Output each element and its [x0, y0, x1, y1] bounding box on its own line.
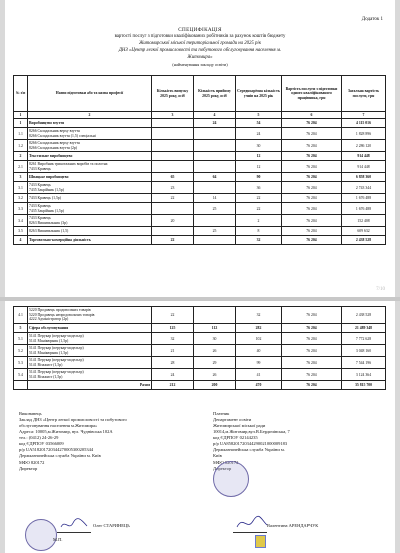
unit-cost: 76 204 [282, 227, 342, 236]
total-admission: 200 [194, 381, 236, 390]
executor-signer-name: Олег СТАРИНЕЦЬ [93, 523, 130, 528]
row-number: 3.2 [14, 194, 28, 203]
profession-name: 5141 Перукар (перукар-модельєр) 5141 Манікюрник (1,5р) [28, 345, 152, 357]
row-number: 5.2 [14, 345, 28, 357]
total-cost: 3 048 160 [342, 345, 386, 357]
table-row [14, 215, 386, 227]
profession-name: 8261 Виробник трикотажних виробів та полотна 7433 Кравець [28, 161, 152, 173]
executor-signature [59, 517, 89, 531]
admission-count [194, 307, 236, 324]
unit-cost: 76 204 [282, 173, 342, 182]
executor-mp-label: М.П. [53, 537, 63, 542]
profession-name: 8263 Вишивальник (1,5) [28, 227, 152, 236]
payer-line: Житомирської міської ради [213, 423, 266, 429]
graduates-count [152, 128, 194, 140]
graduates-count: 20 [152, 215, 194, 227]
row-number: 4.1 [14, 307, 28, 324]
profession-name: Виробництво взуття [28, 119, 152, 128]
unit-cost: 76 204 [282, 194, 342, 203]
admission-count [194, 128, 236, 140]
payer-line: МФО 820172 [213, 459, 239, 465]
unit-cost: 76 204 [282, 369, 342, 381]
graduates-count [152, 152, 194, 161]
graduates-count: 21 [152, 345, 194, 357]
header-cell: Кількість випуску 2025 року, осіб [152, 76, 194, 112]
payer-director-label: Директор [213, 465, 232, 471]
row-number: 1.1 [14, 128, 28, 140]
total-graduates: 212 [152, 381, 194, 390]
header-cell: Назви підготовки або та назва професії [28, 76, 152, 112]
unit-cost: 76 204 [282, 307, 342, 324]
graduates-count: 65 [152, 173, 194, 182]
unit-cost: 76 204 [282, 161, 342, 173]
graduates-count: 22 [152, 307, 194, 324]
header-cell: № з/п [14, 76, 28, 112]
admission-count [194, 140, 236, 152]
unit-cost: 76 204 [282, 140, 342, 152]
admission-count: 26 [194, 369, 236, 381]
avg-students: 41 [236, 369, 282, 381]
avg-students: 36 [236, 182, 282, 194]
total-cost: 21 489 348 [342, 324, 386, 333]
avg-students: 22 [236, 203, 282, 215]
row-number: 1.2 [14, 140, 28, 152]
profession-name: 8266 Складальник верху взуття 8266 Складальник взуття (2р) [28, 140, 152, 152]
executor-line: тел.: (0412) 24-26-29 [19, 435, 59, 441]
row-number: 3.4 [14, 215, 28, 227]
admission-count: 25 [194, 203, 236, 215]
executor-block [19, 411, 127, 472]
executor-line: р/р UA518201720344270005300205344 [19, 447, 94, 453]
admission-count [194, 215, 236, 227]
executor-line: Адреса: 10005,м.Житомир, вул. Чуднівська 102А [19, 429, 113, 435]
table-row [14, 333, 386, 345]
row-number: 3.5 [14, 227, 28, 236]
graduates-count [152, 119, 194, 128]
avg-students: 90 [236, 173, 282, 182]
graduates-count [152, 140, 194, 152]
total-cost: 4 115 016 [342, 119, 386, 128]
executor-director-label: Директор [19, 465, 38, 471]
total-students: 470 [236, 381, 282, 390]
column-number: 7 [342, 112, 386, 119]
avg-students: 24 [236, 128, 282, 140]
row-number: 4 [14, 236, 28, 245]
table-row [14, 194, 386, 203]
profession-name: 5141 Перукар (перукар-модельєр) 5141 Візажист (1,5р) [28, 369, 152, 381]
title-line-2: вартості послуг з підготовки кваліфікованих робітників за рахунок коштів бюджету [114, 34, 286, 39]
table-row [14, 307, 386, 324]
table-row [14, 236, 386, 245]
table-row [14, 357, 386, 369]
graduates-count [152, 203, 194, 215]
unit-cost: 76 204 [282, 182, 342, 194]
payer-line: Київ [213, 453, 222, 459]
avg-students: 12 [236, 161, 282, 173]
table-row [14, 140, 386, 152]
coat-of-arms-icon [255, 535, 266, 548]
title-line-5: Житомира» [187, 55, 213, 60]
payer-line: Держказначейська служба України м. [213, 447, 285, 453]
avg-students: 32 [236, 236, 282, 245]
table-row [14, 324, 386, 333]
unit-cost: 76 204 [282, 203, 342, 215]
total-cost: 914 448 [342, 152, 386, 161]
header-cell: Кількість прийому 2025 року, осіб [194, 76, 236, 112]
header-cell: Загальна вартість послуги, грн [342, 76, 386, 112]
table-header-row [14, 76, 386, 112]
profession-name: Швацьке виробництво [28, 173, 152, 182]
admission-count [194, 152, 236, 161]
total-sum: 35 815 700 [342, 381, 386, 390]
total-cost: 2 438 528 [342, 307, 386, 324]
page-number: 7/10 [376, 287, 385, 292]
total-cost: 7 544 196 [342, 357, 386, 369]
title-line-3: Житомирської міської територіальної громади на 2025 рік [138, 41, 261, 46]
table-row [14, 369, 386, 381]
total-cost: 1 676 488 [342, 203, 386, 215]
unit-cost: 76 204 [282, 324, 342, 333]
avg-students: 12 [236, 152, 282, 161]
row-number: 2 [14, 152, 28, 161]
admission-count [194, 236, 236, 245]
admission-count: 14 [194, 194, 236, 203]
table-row [14, 345, 386, 357]
graduates-count: 125 [152, 324, 194, 333]
profession-name: 7433 Кравець 7435 Закрійник (1,5р) [28, 182, 152, 194]
admission-count [194, 161, 236, 173]
profession-name: 7433 Кравець (1,5р) [28, 194, 152, 203]
table-row [14, 119, 386, 128]
graduates-count: 22 [152, 194, 194, 203]
payer-line: код ЄДРПОУ 02144235 [213, 435, 258, 441]
avg-students: 8 [236, 227, 282, 236]
payer-stamp [213, 461, 249, 497]
graduates-count: 22 [152, 236, 194, 245]
admission-count: 30 [194, 333, 236, 345]
appendix-label: Додаток 1 [361, 17, 383, 22]
avg-students: 54 [236, 119, 282, 128]
executor-line: Заклад ДНЗ «Центр легкої промисловості та побутового [19, 417, 127, 423]
unit-cost: 76 204 [282, 333, 342, 345]
total-cost: 2 286 120 [342, 140, 386, 152]
total-cost: 609 632 [342, 227, 386, 236]
title-line-6: (найменування закладу освіти) [172, 62, 228, 67]
column-number: 2 [28, 112, 152, 119]
avg-students: 30 [236, 140, 282, 152]
unit-cost: 76 204 [282, 215, 342, 227]
graduates-count [152, 227, 194, 236]
row-number: 3 [14, 173, 28, 182]
document-page-1 [5, 0, 395, 297]
header-cell: Вартість послуги з підготовки одного кваліфікованого працівника, грн [282, 76, 342, 112]
profession-name: Сфера обслуговування [28, 324, 152, 333]
total-cost: 1 676 488 [342, 194, 386, 203]
profession-name: 5220 Продавець продовольчих товарів 5220 Продавець непродовольчих товарів 4222 Адміністратор (2р) [28, 307, 152, 324]
admission-count: 26 [194, 345, 236, 357]
executor-title: Виконавець [19, 411, 42, 416]
total-label: Разом [28, 381, 152, 390]
table-row [14, 182, 386, 194]
document-title: СПЕЦИФІКАЦІЯ [178, 27, 222, 33]
unit-cost: 76 204 [282, 128, 342, 140]
profession-name: 7433 Кравець 7435 Закрійник (1,5р) [28, 203, 152, 215]
row-number: 5.4 [14, 369, 28, 381]
column-number: 1 [14, 112, 28, 119]
row-number: 5.3 [14, 357, 28, 369]
profession-name: 5141 Перукар (перукар-модельєр) 5141 Візажист (1,5р) [28, 357, 152, 369]
unit-cost: 76 204 [282, 152, 342, 161]
specification-table [13, 75, 386, 245]
avg-students: 22 [236, 194, 282, 203]
profession-name: Торговельно-комерційна діяльність [28, 236, 152, 245]
avg-students: 102 [236, 333, 282, 345]
row-number: 5 [14, 324, 28, 333]
avg-students: 40 [236, 345, 282, 357]
profession-name: 5141 Перукар (перукар-модельєр) 5141 Манікюрник (1,5р) [28, 333, 152, 345]
admission-count: 64 [194, 173, 236, 182]
total-cost: 914 448 [342, 161, 386, 173]
total-unit-cost: 76 204 [282, 381, 342, 390]
payer-signer-name: Валентина АРЕНДАРЧУК [267, 523, 319, 528]
unit-cost: 76 204 [282, 345, 342, 357]
graduates-count: 23 [152, 182, 194, 194]
payer-signature [235, 515, 269, 531]
executor-line: код ЄДРПОУ 03566009 [19, 441, 64, 447]
total-cost: 2 743 344 [342, 182, 386, 194]
title-line-4: ДНЗ «Центр легкої промисловості та побутового обслуговування населення м. [118, 48, 282, 53]
table-row [14, 203, 386, 215]
payer-line: р/р UA858201720344290021000009183 [213, 441, 288, 447]
row-number: 3.3 [14, 203, 28, 215]
unit-cost: 76 204 [282, 357, 342, 369]
total-cost: 152 408 [342, 215, 386, 227]
table-row [14, 128, 386, 140]
payer-line: Департамент освіти [213, 417, 252, 423]
total-row [14, 381, 386, 390]
avg-students: 282 [236, 324, 282, 333]
unit-cost: 76 204 [282, 236, 342, 245]
payer-title: Платник [213, 411, 230, 416]
row-number: 5.1 [14, 333, 28, 345]
admission-count: 29 [194, 357, 236, 369]
column-number-row [14, 112, 386, 119]
row-number: 2.1 [14, 161, 28, 173]
profession-name: 8266 Складальник верху взуття 8266 Складальник взуття (1,5) спеціальні [28, 128, 152, 140]
table-row [14, 161, 386, 173]
avg-students: 32 [236, 307, 282, 324]
table-row [14, 173, 386, 182]
column-number: 6 [282, 112, 342, 119]
column-number: 3 [152, 112, 194, 119]
graduates-count: 32 [152, 333, 194, 345]
header-cell: Середньорічна кількість учнів на 2025 рік [236, 76, 282, 112]
avg-students: 99 [236, 357, 282, 369]
specification-table-continued [13, 306, 386, 390]
admission-count: 112 [194, 324, 236, 333]
table-row [14, 227, 386, 236]
executor-line: обслуговування населення м.Житомира» [19, 423, 98, 429]
document-page-2 [5, 301, 395, 553]
total-cost: 1 828 896 [342, 128, 386, 140]
table-row [14, 152, 386, 161]
admission-count: 24 [194, 119, 236, 128]
admission-count: 25 [194, 227, 236, 236]
row-number: 3.1 [14, 182, 28, 194]
unit-cost: 76 204 [282, 119, 342, 128]
column-number: 5 [236, 112, 282, 119]
total-cost: 2 438 528 [342, 236, 386, 245]
graduates-count: 24 [152, 369, 194, 381]
graduates-count: 28 [152, 357, 194, 369]
avg-students: 2 [236, 215, 282, 227]
graduates-count [152, 161, 194, 173]
executor-line: МФО 820172 [19, 459, 45, 465]
total-cost: 7 772 628 [342, 333, 386, 345]
executor-line: Держказначейська служба України м. Київ [19, 453, 101, 459]
executor-stamp [25, 519, 57, 551]
payer-line: 10014,м.Житомир,вул.В.Бердичівська, 7 [213, 429, 290, 435]
total-cost: 6 858 360 [342, 173, 386, 182]
profession-name: Текстильне виробництво [28, 152, 152, 161]
admission-count [194, 182, 236, 194]
row-number: 1 [14, 119, 28, 128]
profession-name: 7433 Кравець 8263 Вишивальник (3р) [28, 215, 152, 227]
total-blank-cell [14, 381, 28, 390]
column-number: 4 [194, 112, 236, 119]
total-cost: 3 124 364 [342, 369, 386, 381]
